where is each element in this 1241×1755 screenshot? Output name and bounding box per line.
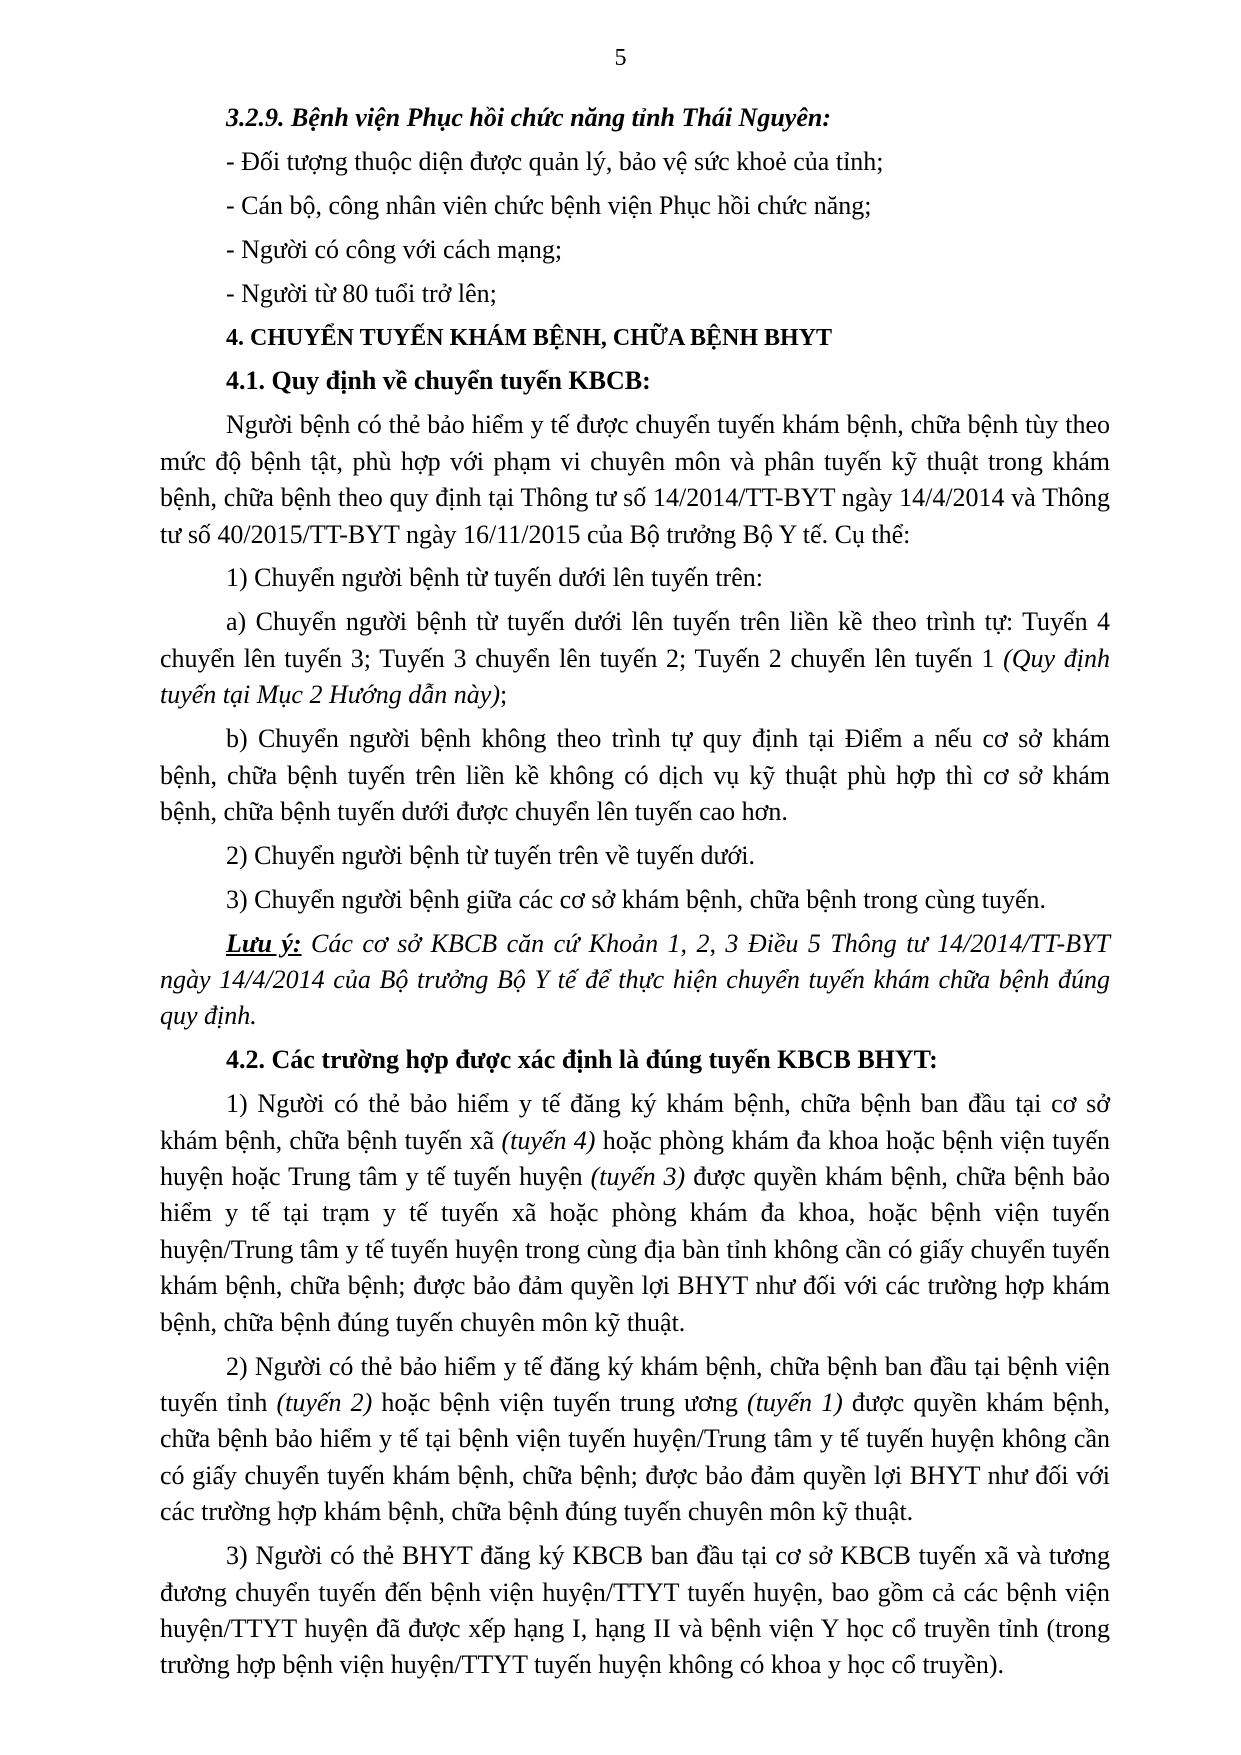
s42-p1-a: 1) Người có thẻ bảo hiểm y tế đăng ký khám bệnh, chữa bệnh ban đầu tại cơ sở khám bệnh, chữa bệnh tuyến xã (160, 1089, 1110, 1155)
s41-note-label: Lưu ý: (226, 928, 302, 958)
s42-paragraph-3: 3) Người có thẻ BHYT đăng ký KBCB ban đầu tại cơ sở KBCB tuyến xã và tương đương chuyển tuyến đến bệnh viện huyện/TTYT tuyến huyện, bao gồm cả các bệnh viện huyện/TTYT huyện đã được xếp hạng I, hạng II và bệnh viện Y học cổ truyền tỉnh (trong trường hợp bệnh viện huyện/TTYT tuyến huyện không có khoa y học cổ truyền). (160, 1541, 1110, 1680)
s42-p2-c: được quyền khám bệnh, chữa bệnh bảo hiểm y tế tại bệnh viện tuyến huyện/Trung tâm y tế tuyến huyện không cần có giấy chuyển tuyến khám bệnh, chữa bệnh; được bảo đảm quyền lợi BHYT như đối với các trường hợp khám bệnh, chữa bệnh đúng tuyến chuyên môn kỹ thuật. (160, 1388, 1111, 1527)
s42-p2-tuyen1: (tuyến 1) (747, 1388, 843, 1417)
s41-item-1a-note: (Quy định tuyến tại Mục 2 Hướng dẫn này) (160, 643, 1110, 710)
s42-p1-c: được quyền khám bệnh, chữa bệnh bảo hiểm y tế tại trạm y tế tuyến xã hoặc phòng khám đa khoa, hoặc bệnh viện tuyến huyện/Trung tâm y tế tuyến huyện trong cùng địa bàn tỉnh không cần có giấy chuyển tuyến khám bệnh, chữa bệnh; được bảo đảm quyền lợi BHYT như đối với các trường hợp khám bệnh, chữa bệnh đúng tuyến chuyên môn kỹ thuật. (160, 1162, 1111, 1337)
document-body (160, 100, 1110, 1691)
s41-intro: Người bệnh có thẻ bảo hiểm y tế được chuyển tuyến khám bệnh, chữa bệnh tùy theo mức độ bệnh tật, phù hợp với phạm vi chuyên môn và phân tuyến kỹ thuật trong khám bệnh, chữa bệnh theo quy định tại Thông tư số 14/2014/TT-BYT ngày 14/4/2014 và Thông tư số 40/2015/TT-BYT ngày 16/11/2015 của Bộ trưởng Bộ Y tế. Cụ thể: (160, 410, 1110, 549)
s42-p2-tuyen2: (tuyến 2) (276, 1388, 373, 1417)
s42-p2-a: 2) Người có thẻ bảo hiểm y tế đăng ký khám bệnh, chữa bệnh ban đầu tại bệnh viện tuyến tỉnh (160, 1351, 1110, 1417)
section-4-2-heading: 4.2. Các trường hợp được xác định là đúng tuyến KBCB BHYT: (226, 1045, 938, 1075)
s329-item-3: - Người có công với cách mạng; (226, 234, 563, 264)
section-4-heading: 4. CHUYỂN TUYẾN KHÁM BỆNH, CHỮA BỆNH BHYT (226, 324, 833, 351)
section-4-1-heading: 4.1. Quy định về chuyển tuyến KBCB: (226, 366, 651, 396)
s42-p1-tuyen3: (tuyến 3) (590, 1162, 686, 1192)
s42-p1-tuyen4: (tuyến 4) (501, 1125, 596, 1155)
s42-paragraph-2 (160, 1349, 1110, 1531)
s42-paragraph-1 (160, 1086, 1110, 1341)
s329-item-4: - Người từ 80 tuổi trở lên; (226, 278, 497, 308)
s41-item-3: 3) Chuyển người bệnh giữa các cơ sở khám bệnh, chữa bệnh trong cùng tuyến. (226, 884, 1046, 914)
s41-note (160, 926, 1110, 1035)
s41-item-1b: b) Chuyển người bệnh không theo trình tự quy định tại Điểm a nếu cơ sở khám bệnh, chữa bệnh tuyến trên liền kề không có dịch vụ kỹ thuật phù hợp thì cơ sở khám bệnh, chữa bệnh tuyến dưới được chuyển lên tuyến cao hơn. (160, 724, 1110, 826)
s41-note-text: Các cơ sở KBCB căn cứ Khoản 1, 2, 3 Điều 5 Thông tư 14/2014/TT-BYT ngày 14/4/2014 của Bộ trưởng Bộ Y tế để thực hiện chuyển tuyến khám chữa bệnh đúng quy định. (160, 928, 1110, 1031)
s42-p2-b: hoặc bệnh viện tuyến trung ương (381, 1388, 738, 1417)
s41-item-1a-text: a) Chuyển người bệnh từ tuyến dưới lên tuyến trên liền kề theo trình tự: Tuyến 4 chuyển lên tuyến 3; Tuyến 3 chuyển lên tuyến 2; Tuyến 2 chuyển lên tuyến 1 (160, 607, 1110, 673)
s41-item-1: 1) Chuyển người bệnh từ tuyến dưới lên tuyến trên: (226, 563, 763, 593)
s41-item-2: 2) Chuyển người bệnh từ tuyến trên về tuyến dưới. (226, 840, 756, 870)
page-number: 5 (614, 45, 627, 71)
s41-item-1a-end: ; (499, 680, 508, 710)
section-3-2-9-heading: 3.2.9. Bệnh viện Phục hồi chức năng tỉnh Thái Nguyên: (226, 103, 831, 132)
s41-item-1a (160, 604, 1110, 713)
s42-p1-b: hoặc phòng khám đa khoa hoặc bệnh viện tuyến huyện hoặc Trung tâm y tế tuyến huyện (160, 1125, 1110, 1192)
s329-item-1: - Đối tượng thuộc diện được quản lý, bảo vệ sức khoẻ của tỉnh; (226, 146, 884, 176)
s329-item-2: - Cán bộ, công nhân viên chức bệnh viện Phục hồi chức năng; (226, 190, 872, 220)
